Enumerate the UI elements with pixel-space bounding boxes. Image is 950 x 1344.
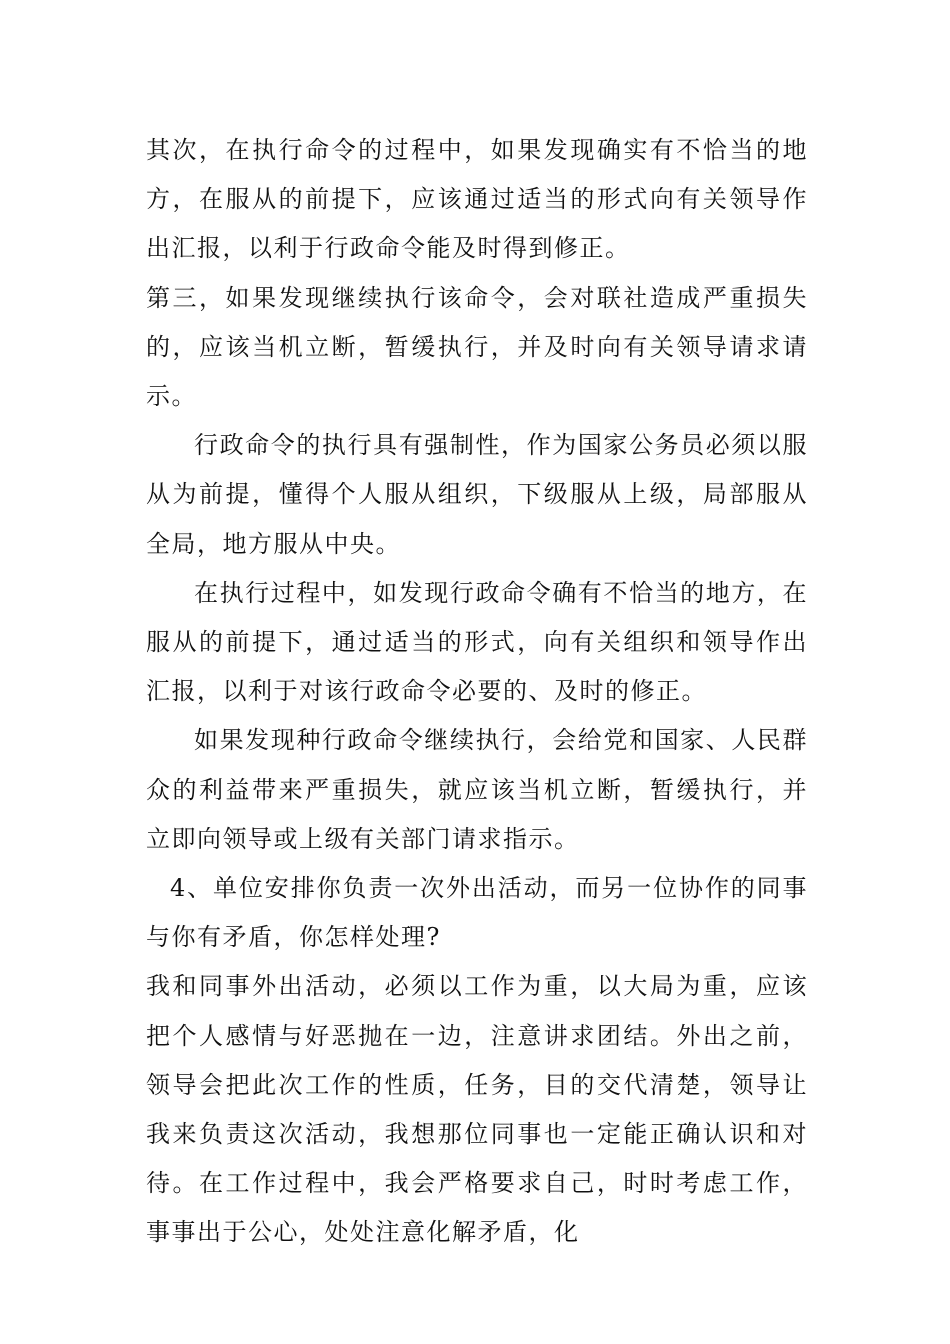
answer-4: 我和同事外出活动，必须以工作为重，以大局为重，应该把个人感情与好恶抛在一边，注意讲求团结。外出之前，领导会把此次工作的性质，任务，目的交代清楚，领导让我来负责这次活动，我想那位同事也一定能正确认识和对待。在工作过程中，我会严格要求自己，时时考虑工作，事事出于公心，处处注意化解矛盾，化: [146, 972, 808, 1247]
paragraph-command-revision: 其次，在执行命令的过程中，如果发现确实有不恰当的地方，在服从的前提下，应该通过适当的形式向有关领导作出汇报，以利于行政命令能及时得到修正。: [146, 136, 808, 263]
paragraph-serious-loss: 如果发现种行政命令继续执行，会给党和国家、人民群众的利益带来严重损失，就应该当机立断，暂缓执行，并立即向领导或上级有关部门请求指示。: [146, 726, 808, 853]
paragraph-report-to-leaders: 在执行过程中，如发现行政命令确有不恰当的地方，在服从的前提下，通过适当的形式，向有关组织和领导作出汇报，以利于对该行政命令必要的、及时的修正。: [146, 578, 808, 706]
document-body: [146, 126, 808, 1258]
question-4: 4、单位安排你负责一次外出活动，而另一位协作的同事与你有矛盾，你怎样处理?: [146, 874, 808, 952]
paragraph-suspend-execution: 第三，如果发现继续执行该命令，会对联社造成严重损失的，应该当机立断，暂缓执行，并及时向有关领导请求请示。: [146, 283, 808, 411]
paragraph-mandatory-execution: 行政命令的执行具有强制性，作为国家公务员必须以服从为前提，懂得个人服从组织，下级服从上级，局部服从全局，地方服从中央。: [146, 431, 808, 558]
